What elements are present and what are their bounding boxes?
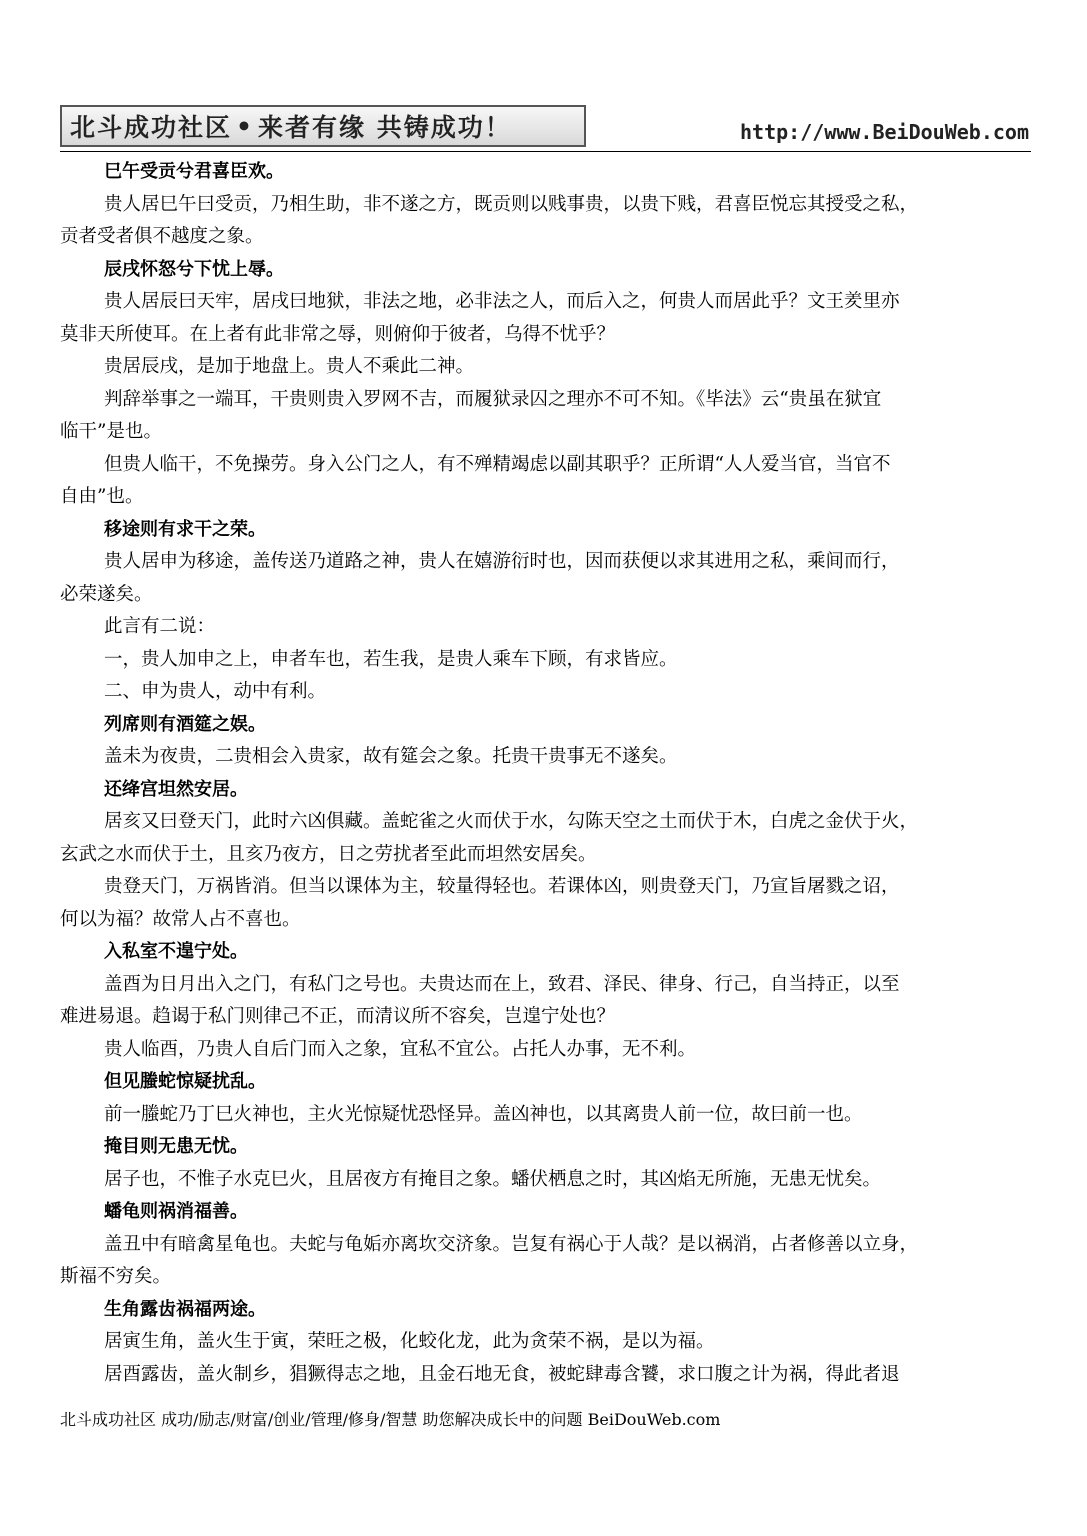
text-line: 贵人居辰曰天牢，居戌曰地狱，非法之地，必非法之人，而后入之，何贵人而居此乎？文王羑里亦 xyxy=(104,291,900,312)
text-line: 玄武之水而伏于土，且亥乃夜方，日之劳扰者至此而坦然安居矣。 xyxy=(60,843,597,865)
section-heading: 辰戌怀怒兮下忧上辱。 xyxy=(104,258,284,280)
header-rule xyxy=(60,151,1031,152)
section-heading: 还绛宫坦然安居。 xyxy=(104,778,248,800)
document-body xyxy=(60,156,1030,1391)
text-line: 难进易退。趋谒于私门则律己不正，而清议所不容矣，岂遑宁处也？ xyxy=(60,1006,616,1027)
banner-right-text: 来者有缘 共铸成功！ xyxy=(258,113,512,142)
text-line: 贵人临酉，乃贵人自后门而入之象，宜私不宜公。占托人办事，无不利。 xyxy=(104,1038,697,1060)
section-heading: 移途则有求干之荣。 xyxy=(104,518,266,540)
header-banner xyxy=(60,105,586,147)
text-line: 必荣遂矣。 xyxy=(60,583,153,605)
text-line: 贵人居申为移途，盖传送乃道路之神，贵人在嬉游衍时也，因而获便以求其进用之私，乘间而行， xyxy=(104,551,900,572)
text-line: 盖丑中有暗禽星龟也。夫蛇与龟姤亦离坎交济象。岂复有祸心于人哉？是以祸消，占者修善以立身， xyxy=(104,1233,919,1255)
text-line: 居寅生角，盖火生于寅，荣旺之极，化蛟化龙，此为贪荣不祸，是以为福。 xyxy=(104,1331,715,1352)
text-line: 贡者受者俱不越度之象。 xyxy=(60,226,264,247)
text-line: 贵人居巳午曰受贡，乃相生助，非不遂之方，既贡则以贱事贵，以贵下贱，君喜臣悦忘其授受之私， xyxy=(104,193,919,215)
text-line: 自由”也。 xyxy=(60,486,144,507)
text-line: 斯福不穷矣。 xyxy=(60,1266,172,1287)
text-line: 一，贵人加申之上，申者车也，若生我，是贵人乘车下顾，有求皆应。 xyxy=(104,648,678,670)
text-line: 此言有二说： xyxy=(104,616,216,637)
text-line: 贵登天门，万祸皆消。但当以课体为主，较量得轻也。若课体凶，则贵登天门，乃宣旨屠戮之诏， xyxy=(104,876,900,897)
text-line: 居酉露齿，盖火制乡，猖獗得志之地，且金石地无食，被蛇肆毒含饕，求口腹之计为祸，得此者退 xyxy=(104,1363,900,1385)
text-line: 盖未为夜贵，二贵相会入贵家，故有筵会之象。托贵干贵事无不遂矣。 xyxy=(104,746,678,767)
text-line: 二、申为贵人，动中有利。 xyxy=(104,681,327,702)
text-line: 但贵人临干，不免操劳。身入公门之人，有不殚精竭虑以副其职乎？正所谓“人人爱当官，当官不 xyxy=(104,453,891,475)
section-heading: 生角露齿祸福两途。 xyxy=(104,1298,266,1320)
banner-left-text: 北斗成功社区 xyxy=(70,113,233,142)
text-line: 何以为福？故常人占不喜也。 xyxy=(60,908,301,930)
text-line: 居子也，不惟子水克巳火，且居夜方有掩目之象。蟠伏栖息之时，其凶焰无所施，无患无忧矣。 xyxy=(104,1168,882,1190)
section-heading: 但见螣蛇惊疑扰乱。 xyxy=(104,1071,266,1092)
section-heading: 掩目则无患无忧。 xyxy=(104,1136,248,1157)
text-line: 贵居辰戌，是加于地盘上。贵人不乘此二神。 xyxy=(104,356,475,377)
page-footer: 北斗成功社区 成功/励志/财富/创业/管理/修身/智慧 助您解决成长中的问题 BeiDouWeb.com xyxy=(60,1410,721,1429)
text-line: 前一螣蛇乃丁巳火神也，主火光惊疑忧恐怪异。盖凶神也，以其离贵人前一位，故曰前一也。 xyxy=(104,1103,863,1125)
section-heading: 入私室不遑宁处。 xyxy=(104,941,248,962)
section-heading: 巳午受贡兮君喜臣欢。 xyxy=(104,161,284,182)
text-line: 盖酉为日月出入之门，有私门之号也。夫贵达而在上，致君、泽民、律身、行己，自当持正，以至 xyxy=(104,973,900,995)
section-heading: 蟠龟则祸消福善。 xyxy=(104,1201,248,1222)
section-heading: 列席则有酒筵之娱。 xyxy=(104,713,266,735)
text-line: 莫非天所使耳。在上者有此非常之辱，则俯仰于彼者，乌得不忧乎？ xyxy=(60,323,616,345)
text-line: 临干”是也。 xyxy=(60,421,162,442)
header-url: http://www.BeiDouWeb.com xyxy=(740,120,1029,144)
text-line: 居亥又曰登天门，此时六凶俱藏。盖蛇雀之火而伏于水，勾陈天空之土而伏于木，白虎之金伏于火， xyxy=(104,811,919,832)
banner-dot: • xyxy=(236,111,254,141)
text-line: 判辞举事之一端耳，干贵则贵入罗网不吉，而履狱录囚之理亦不可不知。《毕法》云“贵虽在狱宜 xyxy=(104,388,882,410)
